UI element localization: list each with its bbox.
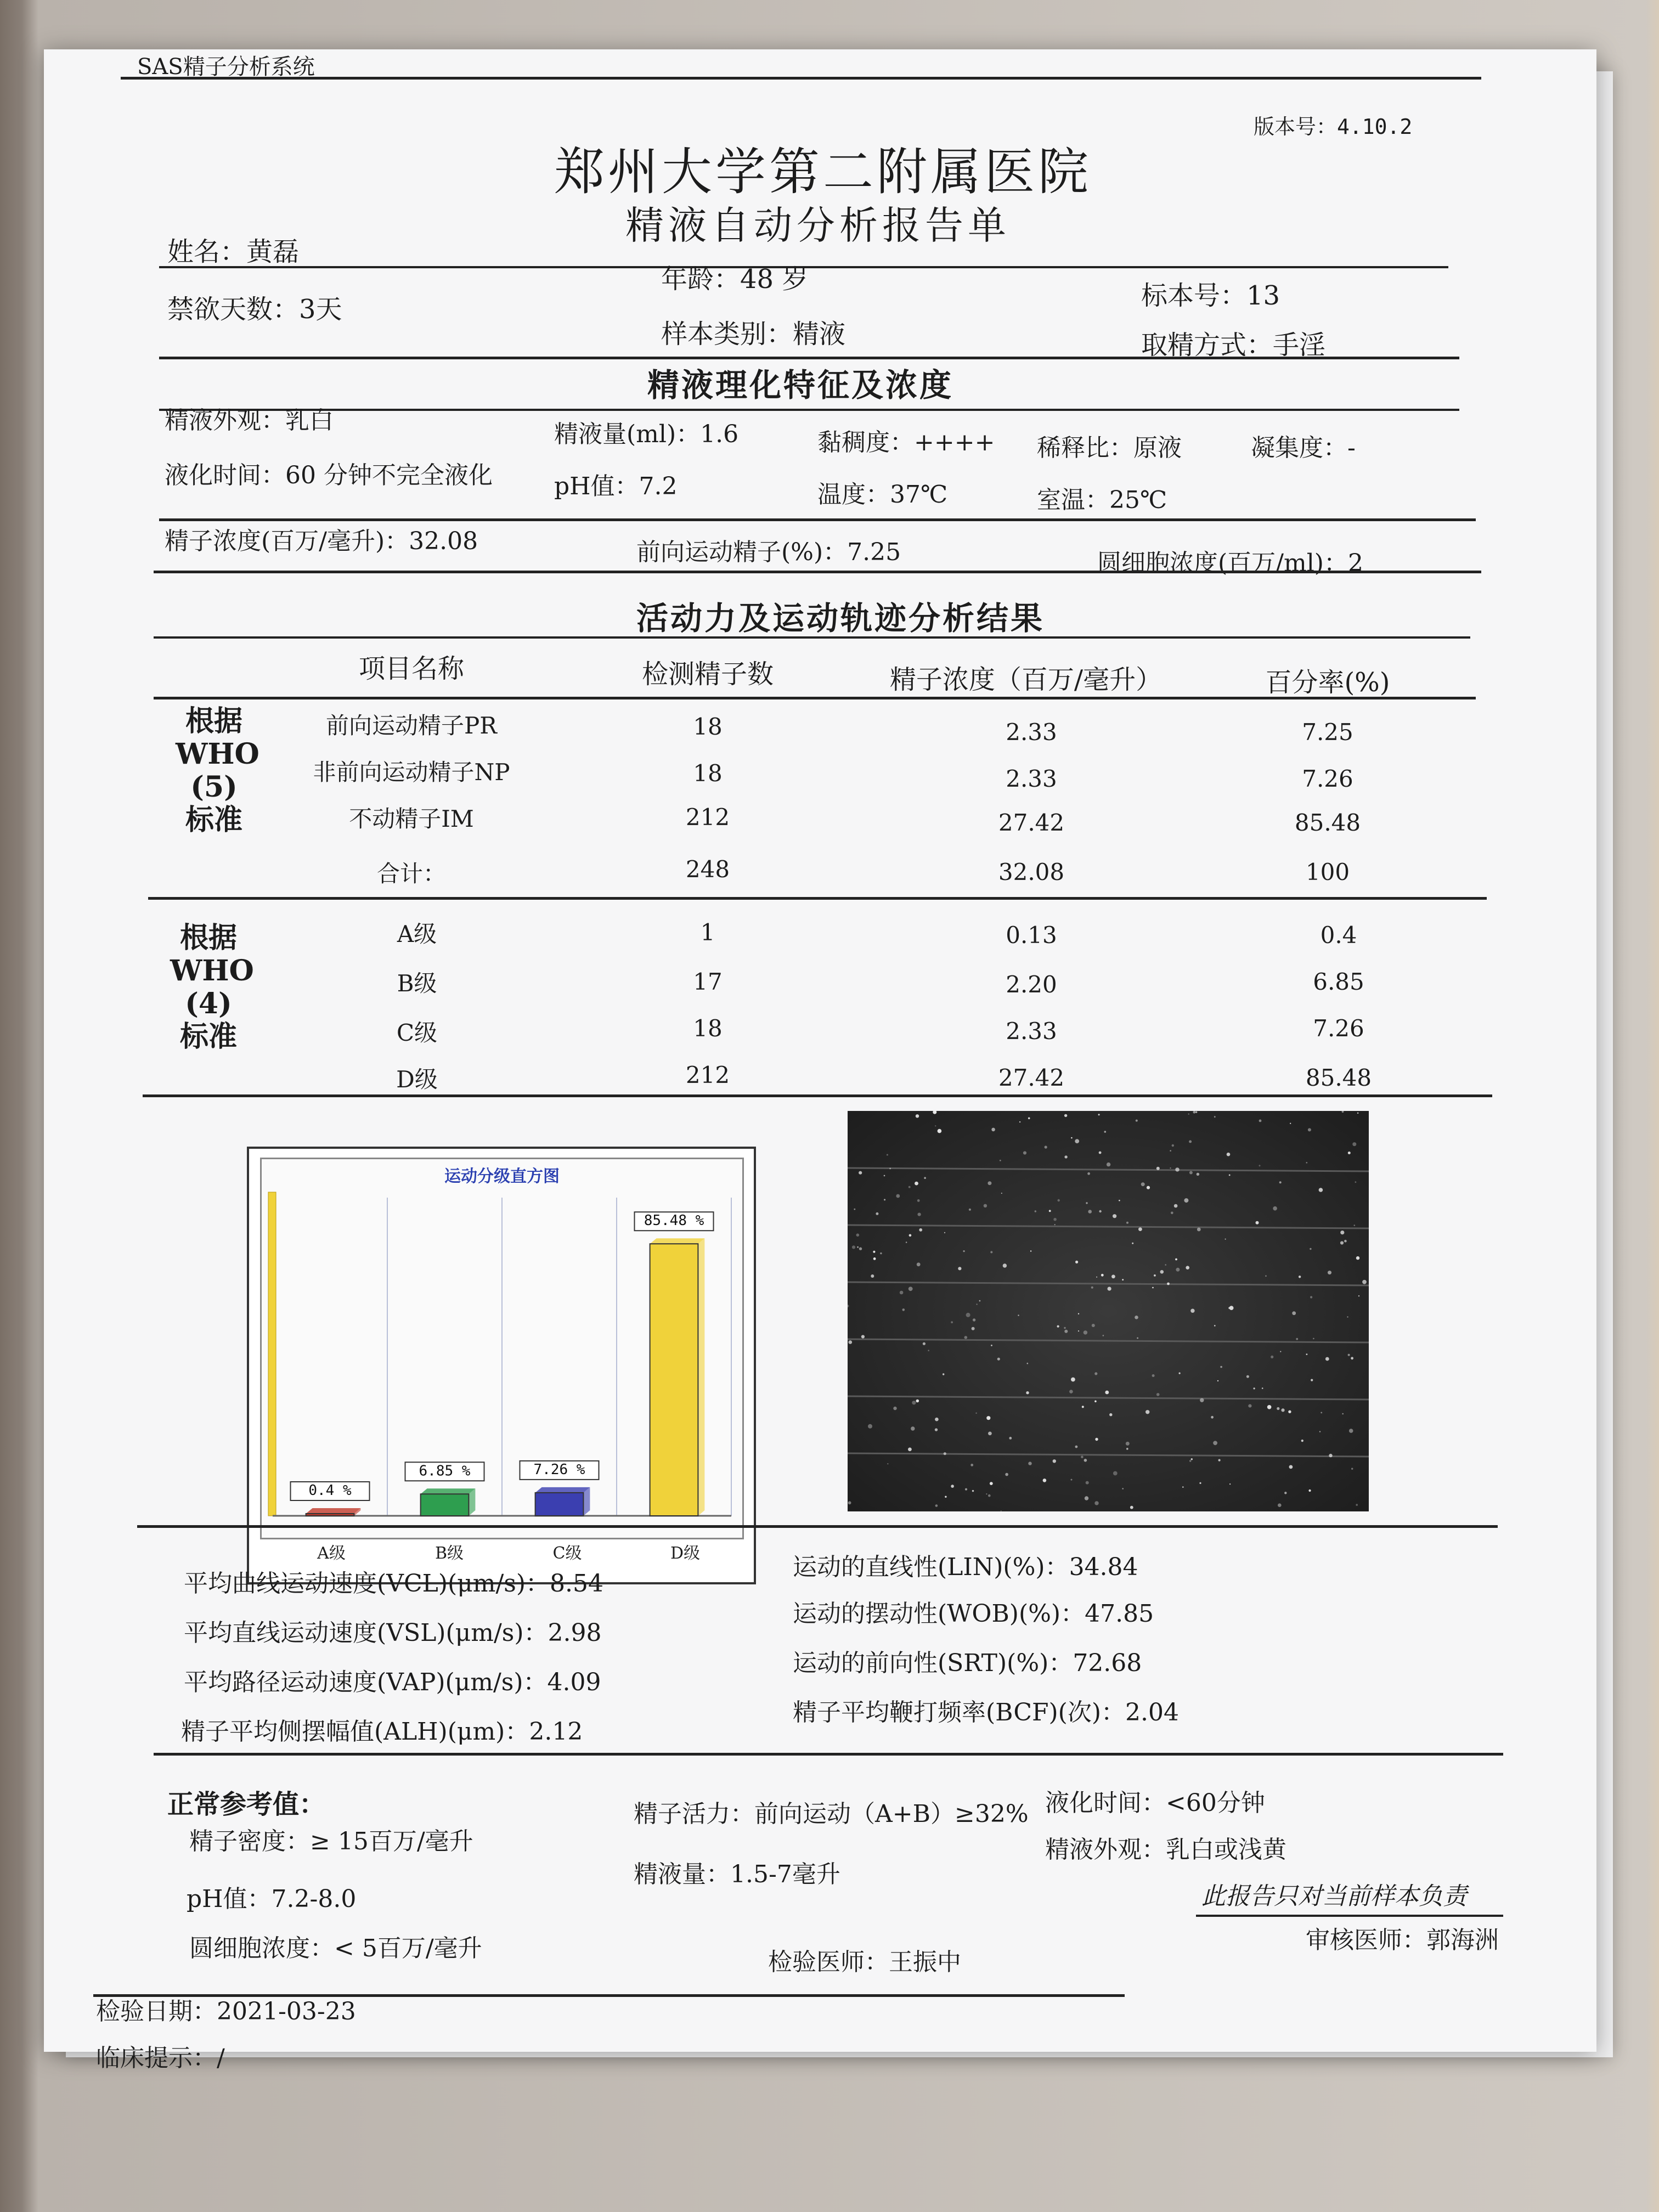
str-value: 运动的前向性(SRT)(%)：72.68 xyxy=(793,1649,1142,1677)
row-pct: 85.48 xyxy=(1305,1064,1372,1091)
report-title: 精液自动分析报告单 xyxy=(625,203,1011,248)
bar xyxy=(421,1494,469,1516)
liquefaction-time: 液化时间：60 分钟不完全液化 xyxy=(165,461,493,489)
disclaimer: 此报告只对当前样本负责 xyxy=(1201,1882,1467,1910)
row-pct: 7.25 xyxy=(1302,719,1353,746)
bcf-value: 精子平均鞭打频率(BCF)(次)：2.04 xyxy=(793,1699,1179,1726)
temperature: 温度：37℃ xyxy=(817,481,948,509)
row-name: A级 xyxy=(397,921,437,947)
data-label: 6.85 % xyxy=(419,1463,471,1480)
who5-label xyxy=(176,704,259,837)
row-name: 前向运动精子PR xyxy=(326,712,497,739)
rule xyxy=(154,1753,1503,1756)
bar xyxy=(306,1514,354,1516)
motility-heading: 活动力及运动轨迹分析结果 xyxy=(636,600,1045,637)
row-conc: 2.33 xyxy=(1006,765,1057,792)
x-tick-label: C级 xyxy=(552,1544,582,1563)
row-pct: 100 xyxy=(1305,859,1350,885)
who5-label-line: 根据 xyxy=(185,704,242,738)
row-name: C级 xyxy=(396,1019,438,1046)
rule xyxy=(154,697,1476,699)
bar-top xyxy=(421,1488,476,1494)
ref-density: 精子密度：≥ 15百万/毫升 xyxy=(189,1827,473,1855)
ref-motility: 精子活力：前向运动（A+B）≥32% xyxy=(634,1800,1029,1828)
rule xyxy=(159,409,1459,411)
physchem-heading: 精液理化特征及浓度 xyxy=(647,366,954,404)
alh-value: 精子平均侧摆幅值(ALH)(μm)：2.12 xyxy=(181,1718,583,1746)
collection-method: 取精方式：手淫 xyxy=(1141,330,1326,360)
who4-label xyxy=(170,921,254,1053)
row-name: 不动精子IM xyxy=(349,805,474,832)
row-count: 248 xyxy=(685,856,730,883)
row-conc: 0.13 xyxy=(1006,922,1057,949)
round-cell-concentration: 圆细胞浓度(百万/ml)：2 xyxy=(1097,549,1363,577)
col-header-concentration: 精子浓度（百万/毫升） xyxy=(889,664,1163,695)
row-conc: 2.20 xyxy=(1006,971,1057,998)
motility-histogram xyxy=(247,1147,756,1584)
row-pct: 6.85 xyxy=(1313,968,1364,995)
chart-plot-area xyxy=(260,1158,744,1539)
bar-top xyxy=(535,1487,590,1493)
x-tick-label: D级 xyxy=(670,1544,701,1563)
row-pct: 85.48 xyxy=(1294,809,1361,836)
appearance: 精液外观：乳白 xyxy=(165,407,334,435)
col-header-item: 项目名称 xyxy=(358,653,464,684)
ref-ph: pH值：7.2-8.0 xyxy=(187,1885,357,1913)
ref-liquefaction: 液化时间：<60分钟 xyxy=(1045,1789,1265,1817)
room-temperature: 室温：25℃ xyxy=(1037,486,1167,514)
rule xyxy=(154,636,1470,639)
rule xyxy=(154,571,1481,573)
header-rule xyxy=(121,77,1481,80)
vcl-value: 平均曲线运动速度(VCL)(μm/s)：8.54 xyxy=(184,1570,604,1598)
rule xyxy=(1196,1915,1503,1917)
row-count: 18 xyxy=(693,760,723,787)
row-conc: 2.33 xyxy=(1006,1018,1057,1045)
ph-value: pH值：7.2 xyxy=(554,472,678,500)
reviewer: 审核医师：郭海洲 xyxy=(1306,1926,1499,1954)
data-label: 7.26 % xyxy=(533,1461,585,1478)
progressive-motility: 前向运动精子(%)：7.25 xyxy=(636,538,901,566)
who4-label-line: (4) xyxy=(185,987,232,1020)
row-conc: 2.33 xyxy=(1006,719,1057,746)
sperm-concentration: 精子浓度(百万/毫升)：32.08 xyxy=(165,527,478,555)
row-count: 212 xyxy=(685,1062,730,1088)
row-name: B级 xyxy=(397,970,437,997)
row-conc: 27.42 xyxy=(998,1064,1065,1091)
sample-number: 标本号：13 xyxy=(1141,280,1280,311)
examiner: 检验医师：王振中 xyxy=(768,1948,961,1976)
sample-type: 样本类别：精液 xyxy=(661,319,846,349)
x-tick-label: B级 xyxy=(435,1544,464,1563)
bar xyxy=(535,1493,584,1516)
who5-label-line: WHO xyxy=(176,737,259,771)
chart-title: 运动分级直方图 xyxy=(444,1167,560,1186)
bar-top xyxy=(306,1508,361,1514)
vsl-value: 平均直线运动速度(VSL)(μm/s)：2.98 xyxy=(184,1619,602,1647)
who5-label-line: 标准 xyxy=(185,803,242,837)
system-name: SAS精子分析系统 xyxy=(137,54,315,80)
row-count: 212 xyxy=(685,804,730,831)
chart-svg xyxy=(262,1159,742,1538)
col-header-percent: 百分率(%) xyxy=(1265,667,1390,698)
patient-age: 年龄：48 岁 xyxy=(661,264,809,295)
row-conc: 27.42 xyxy=(998,809,1065,836)
row-count: 1 xyxy=(700,919,715,946)
ref-appearance: 精液外观：乳白或浅黄 xyxy=(1045,1836,1286,1864)
row-pct: 0.4 xyxy=(1320,922,1357,949)
abstinence-days: 禁欲天数：3天 xyxy=(167,294,342,325)
row-pct: 7.26 xyxy=(1302,765,1353,792)
microscope-image xyxy=(848,1111,1369,1511)
clinical-note: 临床提示：/ xyxy=(96,2044,225,2072)
x-tick-label: A级 xyxy=(317,1544,346,1563)
row-name: D级 xyxy=(396,1066,438,1093)
report-sheet xyxy=(44,49,1596,2072)
rule xyxy=(143,1094,1492,1097)
row-name: 非前向运动精子NP xyxy=(313,759,510,786)
col-header-count: 检测精子数 xyxy=(641,659,774,690)
row-count: 17 xyxy=(693,968,723,995)
row-count: 18 xyxy=(693,713,723,740)
bar xyxy=(650,1244,698,1516)
row-name: 合计： xyxy=(376,860,446,887)
who4-label-line: 根据 xyxy=(179,921,237,955)
who5-label-line: (5) xyxy=(190,770,238,804)
wob-value: 运动的摆动性(WOB)(%)：47.85 xyxy=(793,1600,1154,1628)
reference-heading: 正常参考值： xyxy=(167,1789,326,1820)
who4-label-line: WHO xyxy=(170,954,254,988)
data-label: 85.48 % xyxy=(644,1212,704,1229)
who4-label-line: 标准 xyxy=(179,1020,237,1053)
bar-top xyxy=(650,1238,705,1244)
patient-name: 姓名：黄磊 xyxy=(167,236,300,267)
agglutination: 凝集度：- xyxy=(1251,434,1356,462)
row-pct: 7.26 xyxy=(1313,1015,1364,1042)
microscope-field xyxy=(848,1111,1369,1511)
viscosity: 黏稠度：++++ xyxy=(817,428,995,456)
data-label: 0.4 % xyxy=(308,1482,352,1499)
hospital-name: 郑州大学第二附属医院 xyxy=(554,143,1092,201)
test-date: 检验日期：2021-03-23 xyxy=(96,1997,356,2025)
volume: 精液量(ml)：1.6 xyxy=(554,420,739,448)
bar-side xyxy=(698,1238,704,1516)
ref-volume: 精液量：1.5-7毫升 xyxy=(634,1860,840,1888)
lin-value: 运动的直线性(LIN)(%)：34.84 xyxy=(793,1553,1138,1581)
row-conc: 32.08 xyxy=(998,859,1065,885)
ref-round-cells: 圆细胞浓度：< 5百万/毫升 xyxy=(189,1934,482,1962)
dilution: 稀释比：原液 xyxy=(1037,434,1182,462)
row-count: 18 xyxy=(693,1015,723,1042)
version-label: 版本号：4.10.2 xyxy=(1254,115,1413,139)
y-axis-wall xyxy=(268,1192,276,1516)
vap-value: 平均路径运动速度(VAP)(μm/s)：4.09 xyxy=(184,1668,601,1696)
rule xyxy=(137,1525,1498,1528)
rule xyxy=(148,897,1487,900)
